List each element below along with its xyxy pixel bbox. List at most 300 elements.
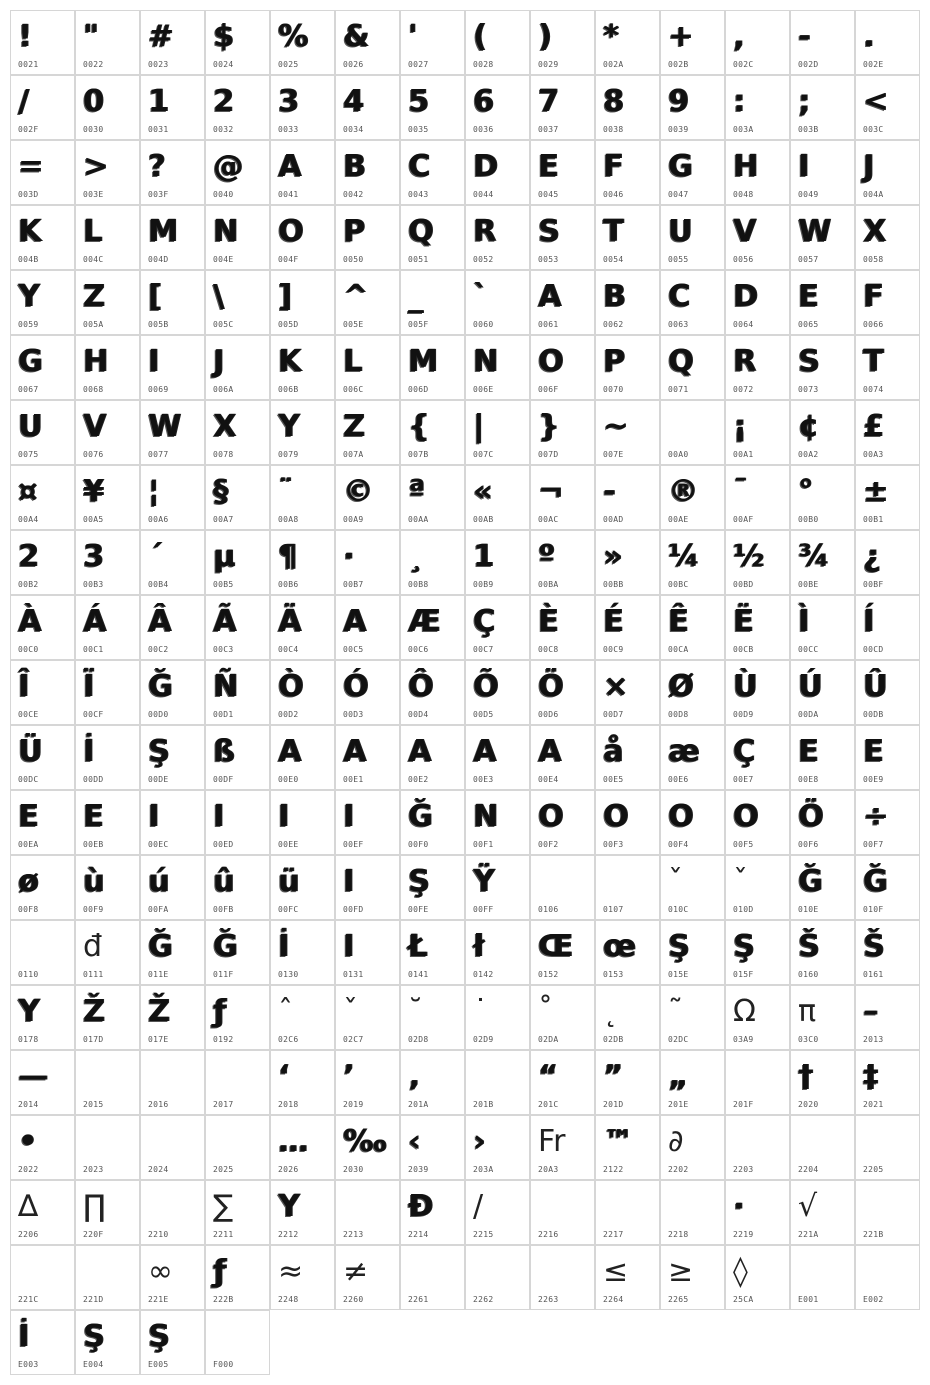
glyph-cell: [595, 1050, 660, 1115]
glyph-codepoint: E005: [148, 1360, 169, 1369]
glyph-codepoint: 00BA: [538, 580, 559, 589]
glyph-codepoint: 00D4: [408, 710, 429, 719]
glyph-sample: Ğ: [213, 929, 238, 964]
glyph-codepoint: 2014: [18, 1100, 39, 1109]
glyph-codepoint: 00EF: [343, 840, 364, 849]
glyph-sample: À: [18, 604, 42, 639]
glyph-sample: Œ: [538, 929, 574, 964]
glyph-sample: /: [473, 1189, 484, 1224]
glyph-codepoint: 00FD: [343, 905, 364, 914]
glyph-cell: [855, 465, 920, 530]
glyph-cell: [400, 75, 465, 140]
glyph-codepoint: 0073: [798, 385, 819, 394]
glyph-codepoint: 00F5: [733, 840, 754, 849]
glyph-codepoint: 201C: [538, 1100, 559, 1109]
glyph-sample: W: [148, 409, 182, 444]
glyph-codepoint: 0061: [538, 320, 559, 329]
glyph-cell: [530, 465, 595, 530]
glyph-cell: [725, 920, 790, 985]
glyph-sample: ^: [343, 279, 369, 314]
glyph-sample: R: [733, 344, 757, 379]
glyph-codepoint: 00DB: [863, 710, 884, 719]
glyph-cell: [725, 1115, 790, 1180]
glyph-codepoint: 0048: [733, 190, 754, 199]
glyph-codepoint: 00F2: [538, 840, 559, 849]
glyph-codepoint: 004C: [83, 255, 104, 264]
glyph-codepoint: 2213: [343, 1230, 364, 1239]
glyph-cell: [530, 855, 595, 920]
glyph-sample: Ÿ: [473, 864, 495, 899]
glyph-sample: 1: [148, 84, 169, 119]
glyph-cell: [10, 140, 75, 205]
glyph-sample: 3: [278, 84, 299, 119]
glyph-sample: ¨: [278, 474, 293, 509]
glyph-codepoint: 201A: [408, 1100, 429, 1109]
glyph-sample: ¥: [83, 474, 104, 509]
glyph-cell: [140, 595, 205, 660]
glyph-codepoint: 2030: [343, 1165, 364, 1174]
glyph-codepoint: 00D0: [148, 710, 169, 719]
glyph-codepoint: 00D3: [343, 710, 364, 719]
glyph-codepoint: 0059: [18, 320, 39, 329]
glyph-codepoint: 007C: [473, 450, 494, 459]
glyph-codepoint: 007D: [538, 450, 559, 459]
glyph-cell: [335, 75, 400, 140]
glyph-cell: [530, 1050, 595, 1115]
glyph-codepoint: 2265: [668, 1295, 689, 1304]
glyph-codepoint: 00C3: [213, 645, 234, 654]
glyph-cell: [400, 10, 465, 75]
glyph-cell: [270, 140, 335, 205]
glyph-cell: [10, 465, 75, 530]
glyph-codepoint: 222B: [213, 1295, 234, 1304]
glyph-sample: £: [863, 409, 884, 444]
glyph-codepoint: 221B: [863, 1230, 884, 1239]
glyph-sample: [: [148, 279, 162, 314]
glyph-codepoint: 0039: [668, 125, 689, 134]
glyph-codepoint: 0027: [408, 60, 429, 69]
glyph-codepoint: 00DC: [18, 775, 39, 784]
glyph-codepoint: 006F: [538, 385, 559, 394]
glyph-sample: π: [798, 994, 817, 1029]
glyph-cell: [205, 725, 270, 790]
glyph-cell: [140, 1310, 205, 1375]
glyph-cell: [660, 270, 725, 335]
glyph-codepoint: 0028: [473, 60, 494, 69]
glyph-codepoint: 002D: [798, 60, 819, 69]
glyph-sample: W: [798, 214, 832, 249]
glyph-codepoint: 00D1: [213, 710, 234, 719]
glyph-codepoint: 002E: [863, 60, 884, 69]
glyph-codepoint: 0130: [278, 970, 299, 979]
glyph-cell: [270, 465, 335, 530]
glyph-cell: [595, 10, 660, 75]
glyph-cell: [790, 465, 855, 530]
glyph-codepoint: 007B: [408, 450, 429, 459]
glyph-sample: …: [278, 1124, 308, 1159]
glyph-codepoint: 00C8: [538, 645, 559, 654]
glyph-sample: I: [798, 149, 810, 184]
glyph-cell: [140, 140, 205, 205]
glyph-cell: [75, 400, 140, 465]
glyph-sample: -: [603, 474, 616, 509]
glyph-cell: [790, 920, 855, 985]
glyph-sample: B: [603, 279, 626, 314]
glyph-cell: [725, 1245, 790, 1310]
glyph-sample: µ: [213, 539, 236, 574]
glyph-cell: [270, 335, 335, 400]
glyph-sample: O: [603, 799, 629, 834]
glyph-codepoint: 0030: [83, 125, 104, 134]
glyph-sample: ˇ: [343, 994, 358, 1029]
glyph-codepoint: E002: [863, 1295, 884, 1304]
glyph-sample: ˜: [668, 994, 683, 1029]
glyph-sample: Í: [863, 604, 875, 639]
glyph-codepoint: 0040: [213, 190, 234, 199]
glyph-cell: [140, 530, 205, 595]
glyph-sample: E: [863, 734, 884, 769]
glyph-sample: ‡: [863, 1059, 878, 1094]
glyph-sample: O: [668, 799, 694, 834]
glyph-codepoint: 00E7: [733, 775, 754, 784]
glyph-sample: %: [278, 19, 309, 54]
glyph-cell: [595, 140, 660, 205]
glyph-cell: [595, 530, 660, 595]
glyph-sample: ~: [603, 409, 629, 444]
glyph-cell: [75, 140, 140, 205]
glyph-sample: 4: [343, 84, 364, 119]
glyph-codepoint: 015F: [733, 970, 754, 979]
glyph-sample: A: [278, 734, 302, 769]
glyph-sample: đ: [83, 929, 103, 964]
glyph-codepoint: E001: [798, 1295, 819, 1304]
glyph-codepoint: 006B: [278, 385, 299, 394]
glyph-codepoint: 00B1: [863, 515, 884, 524]
glyph-cell: [725, 660, 790, 725]
glyph-codepoint: 00C4: [278, 645, 299, 654]
glyph-codepoint: 003A: [733, 125, 754, 134]
glyph-codepoint: 00FB: [213, 905, 234, 914]
glyph-codepoint: 203A: [473, 1165, 494, 1174]
glyph-cell: [140, 205, 205, 270]
glyph-codepoint: 00B2: [18, 580, 39, 589]
glyph-sample: ·: [343, 539, 355, 574]
glyph-codepoint: 003D: [18, 190, 39, 199]
glyph-codepoint: 00DD: [83, 775, 104, 784]
glyph-cell: [400, 270, 465, 335]
glyph-codepoint: 00CF: [83, 710, 104, 719]
glyph-cell: [660, 335, 725, 400]
glyph-codepoint: 02C7: [343, 1035, 364, 1044]
glyph-codepoint: 2261: [408, 1295, 429, 1304]
glyph-cell: [270, 725, 335, 790]
glyph-cell: [530, 790, 595, 855]
glyph-cell: [465, 1050, 530, 1115]
glyph-cell: [855, 660, 920, 725]
glyph-cell: [10, 660, 75, 725]
glyph-cell: [205, 1115, 270, 1180]
glyph-codepoint: 00D6: [538, 710, 559, 719]
glyph-sample: Z: [83, 279, 105, 314]
glyph-codepoint: 02D9: [473, 1035, 494, 1044]
glyph-codepoint: 004A: [863, 190, 884, 199]
glyph-codepoint: 00A6: [148, 515, 169, 524]
glyph-sample: O: [538, 799, 564, 834]
glyph-cell: [205, 790, 270, 855]
glyph-codepoint: 00BF: [863, 580, 884, 589]
glyph-sample: Ž: [148, 994, 170, 1029]
glyph-codepoint: 00E1: [343, 775, 364, 784]
glyph-sample: Ğ: [408, 799, 433, 834]
glyph-sample: K: [278, 344, 302, 379]
glyph-sample: X: [863, 214, 887, 249]
glyph-codepoint: 00BB: [603, 580, 624, 589]
glyph-cell: [75, 725, 140, 790]
glyph-sample: ú: [148, 864, 170, 899]
glyph-codepoint: 002B: [668, 60, 689, 69]
glyph-codepoint: 03A9: [733, 1035, 754, 1044]
glyph-sample: ’: [343, 1059, 355, 1094]
glyph-codepoint: F000: [213, 1360, 234, 1369]
glyph-codepoint: 2015: [83, 1100, 104, 1109]
glyph-codepoint: 2217: [603, 1230, 624, 1239]
glyph-cell: [400, 725, 465, 790]
glyph-cell: [530, 595, 595, 660]
glyph-cell: [75, 855, 140, 920]
glyph-cell: [335, 790, 400, 855]
glyph-sample: ): [538, 19, 552, 54]
glyph-sample: ∑: [213, 1189, 234, 1224]
glyph-cell: [400, 400, 465, 465]
glyph-sample: 9: [668, 84, 689, 119]
glyph-cell: [140, 790, 205, 855]
glyph-cell: [790, 205, 855, 270]
glyph-codepoint: 0022: [83, 60, 104, 69]
glyph-sample: Ω: [733, 994, 756, 1029]
glyph-cell: [465, 140, 530, 205]
glyph-codepoint: 221C: [18, 1295, 39, 1304]
glyph-codepoint: 004B: [18, 255, 39, 264]
glyph-cell: [400, 985, 465, 1050]
glyph-sample: I: [148, 344, 160, 379]
glyph-cell: [75, 205, 140, 270]
glyph-codepoint: 0072: [733, 385, 754, 394]
glyph-sample: ¤: [18, 474, 38, 509]
glyph-codepoint: 0065: [798, 320, 819, 329]
glyph-sample: X: [213, 409, 237, 444]
glyph-codepoint: 00AE: [668, 515, 689, 524]
glyph-codepoint: 00AF: [733, 515, 754, 524]
glyph-sample: Ø: [668, 669, 694, 704]
glyph-cell: [595, 595, 660, 660]
glyph-sample: ˆ: [278, 994, 293, 1029]
glyph-sample: D: [733, 279, 758, 314]
glyph-codepoint: 2024: [148, 1165, 169, 1174]
glyph-cell: [335, 1115, 400, 1180]
glyph-codepoint: 2264: [603, 1295, 624, 1304]
glyph-cell: [660, 985, 725, 1050]
glyph-cell: [335, 920, 400, 985]
glyph-sample: Á: [83, 604, 107, 639]
glyph-cell: [400, 1050, 465, 1115]
glyph-sample: Ş: [148, 734, 170, 769]
glyph-codepoint: 0142: [473, 970, 494, 979]
glyph-sample: ü: [278, 864, 300, 899]
glyph-codepoint: 00F7: [863, 840, 884, 849]
glyph-sample: Ê: [668, 604, 689, 639]
glyph-cell: [140, 75, 205, 140]
glyph-sample: œ: [603, 929, 636, 964]
glyph-codepoint: 00A3: [863, 450, 884, 459]
glyph-cell: [140, 1180, 205, 1245]
glyph-sample: C: [668, 279, 691, 314]
glyph-codepoint: 0047: [668, 190, 689, 199]
glyph-codepoint: 011F: [213, 970, 234, 979]
glyph-sample: V: [83, 409, 107, 444]
glyph-sample: ∂: [668, 1124, 684, 1159]
glyph-cell: [400, 1180, 465, 1245]
glyph-cell: [530, 335, 595, 400]
glyph-codepoint: 2219: [733, 1230, 754, 1239]
glyph-cell: [75, 595, 140, 660]
glyph-sample: :: [733, 84, 745, 119]
glyph-codepoint: 00F0: [408, 840, 429, 849]
glyph-sample: N: [213, 214, 239, 249]
glyph-sample: ]: [278, 279, 292, 314]
glyph-sample: C: [408, 149, 431, 184]
glyph-codepoint: 00F3: [603, 840, 624, 849]
glyph-sample: _: [408, 279, 423, 314]
glyph-codepoint: 2021: [863, 1100, 884, 1109]
glyph-cell: [140, 1245, 205, 1310]
glyph-sample: H: [733, 149, 759, 184]
glyph-cell: [335, 335, 400, 400]
glyph-codepoint: 00CB: [733, 645, 754, 654]
glyph-codepoint: 0033: [278, 125, 299, 134]
glyph-sample: O: [278, 214, 304, 249]
glyph-cell: [530, 400, 595, 465]
glyph-cell: [400, 595, 465, 660]
glyph-sample: #: [148, 19, 174, 54]
glyph-cell: [465, 790, 530, 855]
glyph-cell: [530, 1115, 595, 1180]
glyph-codepoint: 00B3: [83, 580, 104, 589]
glyph-sample: Ä: [278, 604, 302, 639]
glyph-cell: [205, 140, 270, 205]
glyph-cell: [400, 465, 465, 530]
glyph-codepoint: 00A7: [213, 515, 234, 524]
glyph-cell: [75, 10, 140, 75]
glyph-codepoint: 002A: [603, 60, 624, 69]
glyph-cell: [205, 10, 270, 75]
glyph-codepoint: 02DB: [603, 1035, 624, 1044]
glyph-cell: [595, 985, 660, 1050]
glyph-sample: Y: [278, 1189, 300, 1224]
glyph-sample: „: [668, 1059, 688, 1094]
glyph-codepoint: 00FF: [473, 905, 494, 914]
glyph-sample: İ: [83, 734, 95, 769]
glyph-cell: [725, 270, 790, 335]
glyph-cell: [855, 1245, 920, 1310]
glyph-cell: [595, 400, 660, 465]
glyph-codepoint: 006A: [213, 385, 234, 394]
glyph-cell: [855, 1180, 920, 1245]
glyph-codepoint: 00F9: [83, 905, 104, 914]
glyph-sample: /: [18, 84, 29, 119]
glyph-cell: [10, 985, 75, 1050]
glyph-cell: [530, 530, 595, 595]
glyph-codepoint: 0058: [863, 255, 884, 264]
glyph-cell: [270, 10, 335, 75]
glyph-cell: [270, 1180, 335, 1245]
glyph-codepoint: 00D9: [733, 710, 754, 719]
glyph-codepoint: 0153: [603, 970, 624, 979]
glyph-codepoint: 00B4: [148, 580, 169, 589]
glyph-codepoint: 2262: [473, 1295, 494, 1304]
glyph-cell: [530, 1245, 595, 1310]
glyph-sample: ¬: [538, 474, 564, 509]
glyph-cell: [205, 855, 270, 920]
glyph-cell: [335, 530, 400, 595]
glyph-cell: [205, 1180, 270, 1245]
glyph-cell: [335, 1180, 400, 1245]
glyph-codepoint: 2215: [473, 1230, 494, 1239]
glyph-sample: 5: [408, 84, 429, 119]
glyph-sample: I: [148, 799, 160, 834]
glyph-sample: B: [343, 149, 366, 184]
glyph-cell: [465, 75, 530, 140]
glyph-codepoint: 0045: [538, 190, 559, 199]
glyph-codepoint: 00AB: [473, 515, 494, 524]
glyph-codepoint: E003: [18, 1360, 39, 1369]
glyph-sample: O: [733, 799, 759, 834]
glyph-codepoint: 00A2: [798, 450, 819, 459]
glyph-cell: [140, 1115, 205, 1180]
glyph-codepoint: 005E: [343, 320, 364, 329]
glyph-codepoint: 00E0: [278, 775, 299, 784]
glyph-codepoint: 00BD: [733, 580, 754, 589]
glyph-sample: ›: [473, 1124, 486, 1159]
glyph-codepoint: 00AD: [603, 515, 624, 524]
glyph-sample: ƒ: [213, 994, 227, 1029]
glyph-sample: •: [18, 1124, 38, 1159]
glyph-sample: ;: [798, 84, 810, 119]
glyph-sample: I: [213, 799, 225, 834]
glyph-codepoint: 00B5: [213, 580, 234, 589]
glyph-cell: [205, 270, 270, 335]
glyph-sample: M: [408, 344, 438, 379]
glyph-sample: ‰: [343, 1124, 387, 1159]
glyph-codepoint: 00F4: [668, 840, 689, 849]
glyph-sample: P: [603, 344, 625, 379]
glyph-cell: [10, 75, 75, 140]
glyph-cell: [465, 660, 530, 725]
glyph-cell: [465, 595, 530, 660]
glyph-codepoint: 201B: [473, 1100, 494, 1109]
glyph-cell: [335, 725, 400, 790]
glyph-sample: E: [83, 799, 104, 834]
glyph-codepoint: 0056: [733, 255, 754, 264]
glyph-sample: «: [473, 474, 493, 509]
glyph-sample: ¸: [408, 539, 423, 574]
glyph-cell: [10, 790, 75, 855]
glyph-sample: İ: [18, 1319, 30, 1354]
glyph-cell: [855, 140, 920, 205]
glyph-codepoint: 011E: [148, 970, 169, 979]
glyph-sample: ß: [213, 734, 235, 769]
glyph-codepoint: 00DA: [798, 710, 819, 719]
glyph-codepoint: 2025: [213, 1165, 234, 1174]
